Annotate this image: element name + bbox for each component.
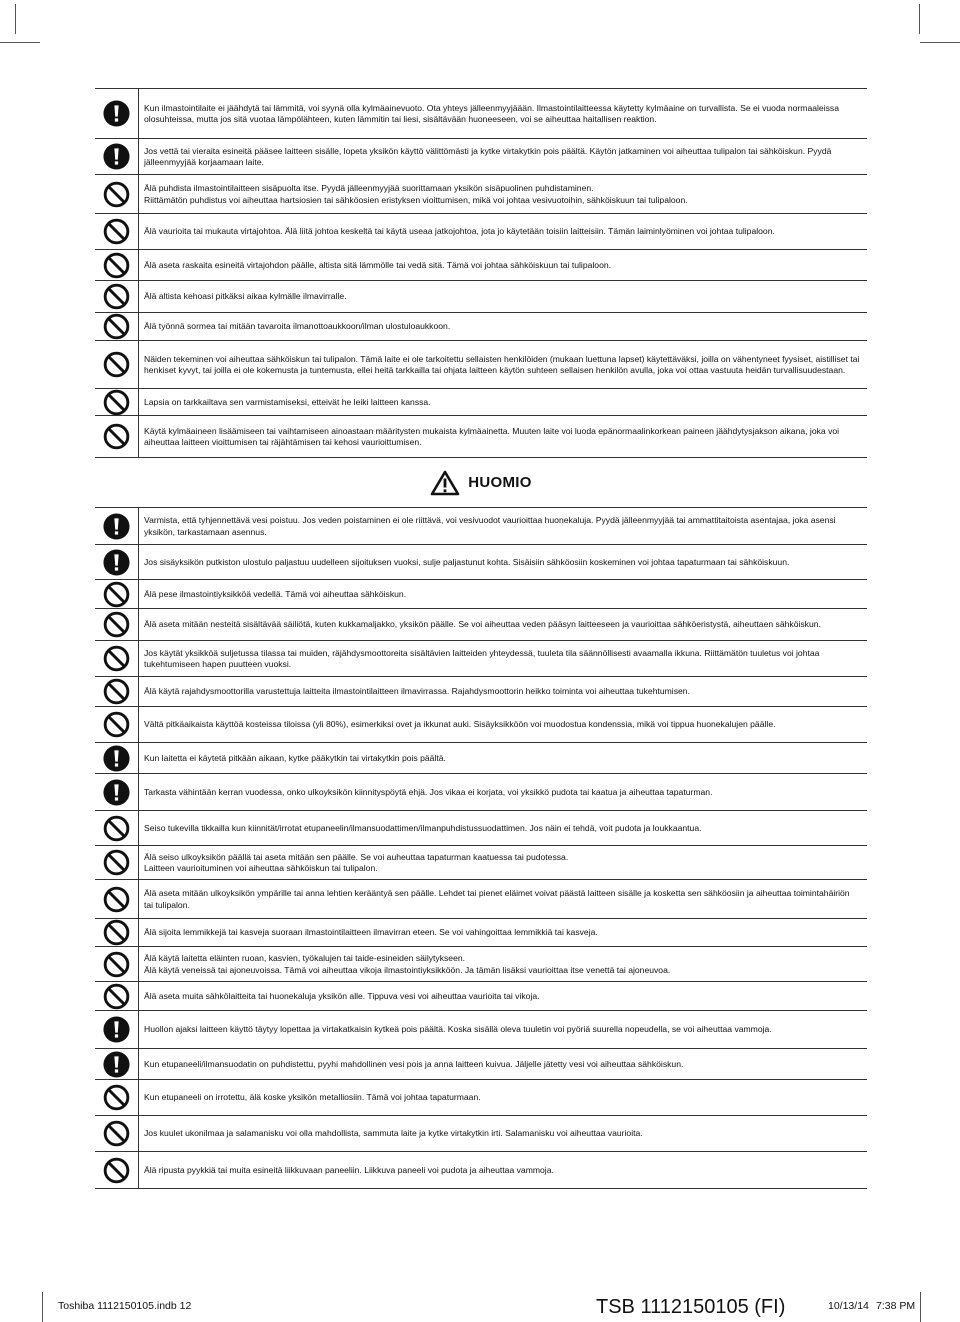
safety-row (95, 947, 867, 982)
row-icon-cell (95, 1011, 139, 1048)
row-text-cell (139, 774, 867, 810)
prohibition-icon (103, 983, 130, 1010)
row-icon-cell (95, 811, 139, 845)
row-icon-cell (95, 89, 139, 138)
row-text-cell (139, 880, 867, 918)
footer-time: 7:38 PM (876, 1300, 916, 1312)
row-text: Kun etupaneeli on irrotettu, älä koske yksikön metalliosiin. Tämä voi johtaa tapaturmaan. (144, 1092, 481, 1103)
row-text: Älä aseta mitään ulkoyksikön ympärille tai anna lehtien kerääntyä sen päälle. Lehdet tai pienet eläimet voivat päästä laitteen sisälle ja kosketta sen sähköosiin ja aiheuttaa toimintahäiriön tai tulipalon. (144, 888, 850, 910)
row-icon-cell (95, 707, 139, 742)
safety-row (95, 880, 867, 919)
row-text-cell (139, 214, 867, 249)
safety-row (95, 919, 867, 947)
safety-row (95, 811, 867, 846)
row-icon-cell (95, 982, 139, 1010)
footer-date: 10/13/14 (828, 1300, 869, 1312)
safety-row (95, 389, 867, 416)
row-text: Älä aseta muita sähkölaitteita tai huonekaluja yksikön alle. Tippuva vesi voi aiheuttaa vaurioita tai vikoja. (144, 990, 540, 1001)
row-text: Älä pese ilmastointiyksikköä vedellä. Tämä voi aiheuttaa sähköiskun. (144, 588, 407, 599)
row-text: Huollon ajaksi laitteen käyttö täytyy lopettaa ja virtakatkaisin kytkeä pois päältä. Koska sisällä oleva tuuletin voi pyöriä suurella nopeudella, se voi aiheuttaa vammoja. (144, 1024, 772, 1035)
safety-row (95, 743, 867, 774)
safety-row (95, 1049, 867, 1080)
row-icon-cell (95, 743, 139, 773)
row-icon-cell (95, 580, 139, 608)
row-text-cell (139, 175, 867, 213)
row-icon-cell (95, 1080, 139, 1115)
row-text-cell (139, 341, 867, 388)
row-text-cell (139, 313, 867, 340)
row-icon-cell (95, 281, 139, 312)
row-icon-cell (95, 416, 139, 457)
crop-mark (0, 42, 40, 43)
warning-section (95, 89, 867, 458)
row-text-cell (139, 1152, 867, 1188)
row-text-cell (139, 1011, 867, 1048)
row-icon-cell (95, 947, 139, 981)
row-text-cell (139, 139, 867, 174)
mandatory-action-icon (103, 549, 130, 576)
row-text: Älä aseta mitään nesteitä sisältävää säiliötä, kuten kukkamaljakko, yksikön päälle. Se voi aiheuttaa veden pääsyn laitteeseen ja vaurioittaa sähköeristystä, aiheuttaen sähköiskun. (144, 619, 821, 630)
row-text: Varmista, että tyhjennettävä vesi poistuu. Jos veden poistaminen ei ole riittävä, voi vesivuodot vaurioittaa huonekaluja. Pyydä jälleenmyyjää tai ammattitaitoista asentajaa, joka asensi yksikön, tarkastamaan asennus. (144, 515, 836, 537)
row-text-cell (139, 641, 867, 676)
row-text: Käytä kylmäaineen lisäämiseen tai vaihtamiseen ainoastaan määritysten mukaista kylmäainetta. Muuten laite voi luoda epänormaalinkorkean paineen jäähdytysjakson aikana, joka voi aiheuttaa laitteen vioittumisen tai räjähtämisen tai kehosi vaurioittumisen. (144, 425, 840, 447)
mandatory-action-icon (103, 1016, 130, 1043)
prohibition-icon (103, 283, 130, 310)
row-icon-cell (95, 214, 139, 249)
row-text-cell (139, 580, 867, 608)
prohibition-icon (103, 181, 130, 208)
row-text: Älä vaurioita tai mukauta virtajohtoa. Älä liitä johtoa keskeltä tai käytä useaa jatkojohtoa, jota jo käytetään toisiin laitteisiin. Tämän laiminlyöminen voi johtaa tulipaloon. (144, 226, 775, 237)
row-text: Kun etupaneeli/ilmansuodatin on puhdistettu, pyyhi mahdollinen vesi pois ja anna laitteen kuivua. Jäljelle jätetty vesi voi aiheuttaa sähköiskun. (144, 1058, 684, 1069)
row-text: Älä sijoita lemmikkejä tai kasveja suoraan ilmastointilaitteen ilmavirran eteen. Se voi vahingoittaa lemmikkiä tai kasveja. (144, 927, 598, 938)
safety-row (95, 545, 867, 580)
safety-row (95, 1080, 867, 1116)
row-text-cell (139, 416, 867, 457)
row-text: Älä puhdista ilmastointilaitteen sisäpuolta itse. Pyydä jälleenmyyjää suorittamaan yksikön sisäpuolinen puhdistaminen. (144, 183, 594, 194)
caution-heading: HUOMIO (468, 474, 532, 491)
row-text-cell (139, 508, 867, 544)
safety-row (95, 707, 867, 743)
row-icon-cell (95, 846, 139, 879)
prohibition-icon (103, 849, 130, 876)
safety-row (95, 641, 867, 677)
row-icon-cell (95, 1049, 139, 1079)
prohibition-icon (103, 389, 130, 416)
row-icon-cell (95, 175, 139, 213)
crop-mark (15, 4, 16, 34)
row-icon-cell (95, 250, 139, 280)
crop-mark (920, 42, 960, 43)
crop-mark (919, 4, 920, 34)
prohibition-icon (103, 1084, 130, 1111)
prohibition-icon (103, 313, 130, 340)
prohibition-icon (103, 815, 130, 842)
safety-row (95, 508, 867, 545)
safety-row (95, 1011, 867, 1049)
mandatory-action-icon (103, 143, 130, 170)
prohibition-icon (103, 611, 130, 638)
safety-row (95, 341, 867, 389)
row-text: Jos kuulet ukonilmaa ja salamanisku voi olla mahdollista, sammuta laite ja kytke virtakytkin irti. Salamanisku voi aiheuttaa vaurioita. (144, 1128, 643, 1139)
safety-row (95, 609, 867, 641)
row-text: Älä altista kehoasi pitkäksi aikaa kylmälle ilmavirralle. (144, 291, 347, 302)
prohibition-icon (103, 645, 130, 672)
prohibition-icon (103, 351, 130, 378)
row-text: Älä käytä laitetta eläinten ruoan, kasvien, työkalujen tai taide-esineiden säilytykseen. (144, 953, 466, 964)
row-text-cell (139, 250, 867, 280)
safety-row (95, 982, 867, 1011)
prohibition-icon (103, 581, 130, 608)
row-text-cell (139, 743, 867, 773)
prohibition-icon (103, 886, 130, 913)
row-icon-cell (95, 508, 139, 544)
row-text: Älä seiso ulkoyksikön päällä tai aseta mitään sen päälle. Se voi auheuttaa tapaturman kaatuessa tai pudotessa. (144, 851, 569, 862)
row-text-cell (139, 677, 867, 706)
row-text-cell (139, 919, 867, 946)
row-text-cell (139, 389, 867, 415)
row-text: Näiden tekeminen voi aiheuttaa sähköiskun tai tulipalon. Tämä laite ei ole tarkoitettu sellaisten henkilöiden (mukaan luettuna lapset) käytettäväksi, joilla on vähentyneet fyysiset, aistilliset tai henkiset kyvyt, tai joilla ei ole kokemusta ja tuntemusta, ellei heitä tarkkailla tai ohjata laitteen käytön suhteen sellaisen henkilön avulla, joka voi ottaa vastuuta heidän turvallisuudestaan. (144, 353, 860, 375)
safety-row (95, 774, 867, 811)
row-text-cell (139, 545, 867, 579)
row-text: Älä ripusta pyykkiä tai muita esineitä liikkuvaan paneeliin. Liikkuva paneeli voi pudota ja aiheuttaa vammoja. (144, 1164, 554, 1175)
row-icon-cell (95, 609, 139, 640)
crop-mark (42, 1292, 43, 1322)
safety-table (95, 88, 867, 1189)
row-icon-cell (95, 1152, 139, 1188)
safety-row (95, 89, 867, 139)
crop-mark (920, 1292, 921, 1322)
row-icon-cell (95, 774, 139, 810)
prohibition-icon (103, 678, 130, 705)
safety-row (95, 139, 867, 175)
row-icon-cell (95, 389, 139, 415)
row-text: Vältä pitkäaikaista käyttöä kosteissa tiloissa (yli 80%), esimerkiksi ovet ja ikkunat auki. Sisäyksikköön voi muodostua kondenssia, mikä voi tippua huonekalujen päälle. (144, 719, 776, 730)
safety-row (95, 250, 867, 281)
row-text: Kun ilmastointilaite ei jäähdytä tai lämmitä, voi syynä olla kylmäainevuoto. Ota yhteys jälleenmyyjäään. Ilmastointilaitteessa käytetty kylmäaine on turvallista. Se ei vuoda normaaleissa olosuhteissa, mutta jos sitä vuotaa lämpölähteen, kuten lämmitin tai liesi, sisältävään huoneeseen, voi se aiheuttaa haitallisen reaktion. (144, 102, 839, 124)
safety-row (95, 1152, 867, 1189)
warning-triangle-icon (430, 470, 460, 496)
safety-row (95, 281, 867, 313)
row-text: Älä työnnä sormea tai mitään tavaroita ilmanottoaukkoon/ilman ulostuloaukkoon. (144, 321, 451, 332)
row-text-cell (139, 1049, 867, 1079)
mandatory-action-icon (103, 100, 130, 127)
row-text-cell (139, 1116, 867, 1151)
row-icon-cell (95, 677, 139, 706)
row-text: Jos käytät yksikköä suljetussa tilassa tai muiden, räjähdysmoottoreita sisältävien laitteiden yhteydessä, tuuleta tila säännöllisesti avaamalla ikkuna. Riittämätön tuuletus voi johtaa tukehtumiseen hapen puutteen vuoksi. (144, 647, 820, 669)
row-icon-cell (95, 545, 139, 579)
row-icon-cell (95, 641, 139, 676)
caution-header (95, 458, 867, 508)
row-text: Kun laitetta ei käytetä pitkään aikaan, kytke pääkytkin tai virtakytkin pois päältä. (144, 752, 446, 763)
row-text: Jos vettä tai vieraita esineitä pääsee laitteen sisälle, lopeta yksikön käyttö välittömästi ja kytke virtakytkin pois päältä. Käytön jatkaminen voi aiheuttaa tulipalon tai sähköiskun. Pyydä jälleenmyyjää korjaamaan laite. (144, 145, 832, 167)
row-text-cell (139, 89, 867, 138)
prohibition-icon (103, 1157, 130, 1184)
row-text: Lapsia on tarkkailtava sen varmistamiseksi, etteivät he leiki laitteen kanssa. (144, 396, 431, 407)
row-icon-cell (95, 341, 139, 388)
row-text-cell (139, 947, 867, 981)
row-text: Riittämätön puhdistus voi aiheuttaa hartsiosien tai sähköosien eristyksen vioittumisen, mikä voi johtaa vesivuotoihin, sähköiskuun tai tulipaloon. (144, 194, 688, 205)
row-text-cell (139, 707, 867, 742)
safety-row (95, 580, 867, 609)
row-text-cell (139, 1080, 867, 1115)
row-text: Laitteen vaurioituminen voi aiheuttaa sähköiskun tai tulipalon. (144, 863, 378, 873)
row-icon-cell (95, 880, 139, 918)
row-text-cell (139, 281, 867, 312)
row-text-cell (139, 846, 867, 879)
document-code: TSB 1112150105 (FI) (596, 1296, 786, 1318)
mandatory-action-icon (103, 513, 130, 540)
prohibition-icon (103, 711, 130, 738)
prohibition-icon (103, 1120, 130, 1147)
row-text: Jos sisäyksikön putkiston ulostulo paljastuu uudelleen sijoituksen vuoksi, sulje paljastunut kohta. Sisäisiin sähköosiin koskeminen voi johtaa tapaturmaan tai sähköiskuun. (144, 556, 790, 567)
prohibition-icon (103, 919, 130, 946)
safety-row (95, 214, 867, 250)
prohibition-icon (103, 951, 130, 978)
mandatory-action-icon (103, 1051, 130, 1078)
footer-file: Toshiba 1112150105.indb 12 (58, 1300, 192, 1312)
row-icon-cell (95, 919, 139, 946)
row-text-cell (139, 982, 867, 1010)
row-icon-cell (95, 139, 139, 174)
safety-row (95, 416, 867, 458)
mandatory-action-icon (103, 745, 130, 772)
safety-row (95, 1116, 867, 1152)
safety-row (95, 313, 867, 341)
safety-row (95, 677, 867, 707)
caution-section (95, 508, 867, 1189)
row-text: Älä käytä rajahdysmoottorilla varustettuja laitteita ilmastointilaitteen ilmavirrassa. Rajahdysmoottorin heikko toiminta voi aiheuttaa tukehtumisen. (144, 686, 690, 697)
row-text-cell (139, 609, 867, 640)
safety-row (95, 175, 867, 214)
row-text: Älä aseta raskaita esineitä virtajohdon päälle, altista sitä lämmölle tai vedä sitä. Tämä voi johtaa sähköiskuun tai tulipaloon. (144, 259, 612, 270)
row-text: Tarkasta vähintään kerran vuodessa, onko ulkoyksikön kiinnityspöytä ehjä. Jos vikaa ei korjata, voi yksikkö pudota tai kaatua ja aiheuttaa tapaturman. (144, 786, 713, 797)
row-text: Älä käytä veneissä tai ajoneuvoissa. Tämä voi aiheuttaa vikoja ilmastointiyksikköön. Ja tämän lisäksi vaurioittaa itse venettä tai ajoneuvoa. (144, 964, 671, 975)
row-text-cell (139, 811, 867, 845)
row-icon-cell (95, 313, 139, 340)
prohibition-icon (103, 423, 130, 450)
prohibition-icon (103, 252, 130, 279)
row-text: Seiso tukevilla tikkailla kun kiinnität/irrotat etupaneelin/ilmansuodattimen/ilmanpuhdistussuodattimen. Jos näin ei tehdä, voit pudota ja loukkaantua. (144, 822, 702, 833)
safety-row (95, 846, 867, 880)
row-icon-cell (95, 1116, 139, 1151)
mandatory-action-icon (103, 779, 130, 806)
prohibition-icon (103, 218, 130, 245)
